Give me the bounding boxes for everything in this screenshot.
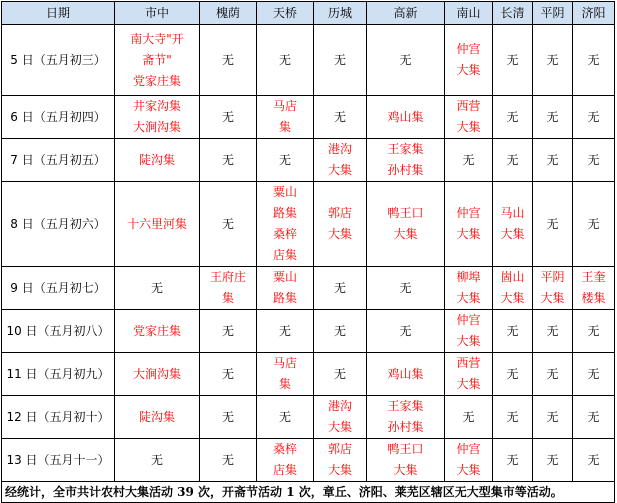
header-huaiyin: 槐荫 xyxy=(200,2,257,25)
market-cell xyxy=(573,310,615,353)
market-cell-text: 无 xyxy=(221,366,234,381)
table-body xyxy=(2,25,615,482)
market-cell-text: 无 xyxy=(587,323,600,338)
market-cell xyxy=(200,96,257,139)
market-cell-text: 无 xyxy=(462,152,475,167)
market-cell xyxy=(445,439,493,482)
market-cell xyxy=(493,182,533,267)
market-cell-text: 无 xyxy=(399,280,412,295)
market-cell xyxy=(493,353,533,396)
date-cell: 10 日（五月初八） xyxy=(2,310,115,353)
market-cell-text: 平阴 大集 xyxy=(540,270,565,305)
market-cell xyxy=(493,139,533,182)
market-cell-text: 党家庄集 xyxy=(132,323,181,338)
market-cell-text: 无 xyxy=(333,323,346,338)
market-cell xyxy=(367,25,445,96)
market-cell-text: 无 xyxy=(587,366,600,381)
header-date: 日期 xyxy=(2,2,115,25)
market-cell xyxy=(257,25,314,96)
market-cell xyxy=(200,396,257,439)
market-cell xyxy=(314,310,367,353)
market-cell-text: 港沟 大集 xyxy=(327,142,352,177)
market-cell-text: 无 xyxy=(462,409,475,424)
market-cell xyxy=(314,139,367,182)
market-cell xyxy=(257,310,314,353)
date-cell: 5 日（五月初三） xyxy=(2,25,115,96)
market-cell-text: 马店 集 xyxy=(272,99,297,134)
market-cell-text: 仲宫 大集 xyxy=(456,442,481,477)
market-cell-text: 无 xyxy=(278,52,291,67)
market-cell xyxy=(115,353,200,396)
header-jiyang: 济阳 xyxy=(573,2,615,25)
market-cell xyxy=(314,25,367,96)
market-cell xyxy=(533,96,573,139)
market-cell xyxy=(115,310,200,353)
market-cell xyxy=(573,96,615,139)
summary-note: 经统计，全市共计农村大集活动 39 次，开斋节活动 1 次，章丘、济阳、莱芜区辖区无大型集市等活动。 xyxy=(2,482,615,503)
market-cell-text: 无 xyxy=(333,280,346,295)
table-row xyxy=(2,353,615,396)
market-cell-text: 无 xyxy=(506,52,519,67)
market-cell-text: 仲宫 大集 xyxy=(456,206,481,241)
table-row xyxy=(2,310,615,353)
market-cell-text: 王府庄 集 xyxy=(209,270,246,305)
market-cell xyxy=(367,396,445,439)
market-cell xyxy=(115,396,200,439)
market-cell xyxy=(200,139,257,182)
market-cell-text: 仲宫 大集 xyxy=(456,313,481,348)
market-cell xyxy=(257,267,314,310)
market-cell xyxy=(493,396,533,439)
market-cell-text: 港沟 大集 xyxy=(327,399,352,434)
header-changqing: 长清 xyxy=(493,2,533,25)
market-cell-text: 西营 大集 xyxy=(456,99,481,134)
market-cell-text: 王家集 孙村集 xyxy=(387,142,424,177)
market-cell-text: 崮山 大集 xyxy=(500,270,525,305)
header-licheng: 历城 xyxy=(314,2,367,25)
market-cell xyxy=(257,439,314,482)
market-cell xyxy=(533,139,573,182)
market-cell xyxy=(445,25,493,96)
market-cell xyxy=(367,267,445,310)
market-cell-text: 马店 集 xyxy=(272,356,297,391)
date-cell: 8 日（五月初六） xyxy=(2,182,115,267)
market-cell-text: 郭店 大集 xyxy=(327,442,352,477)
market-cell-text: 无 xyxy=(221,216,234,231)
market-cell-text: 柳埠 大集 xyxy=(456,270,481,305)
market-cell xyxy=(257,396,314,439)
header-tianqiao: 天桥 xyxy=(257,2,314,25)
date-cell: 12 日（五月初十） xyxy=(2,396,115,439)
market-cell xyxy=(533,439,573,482)
market-cell xyxy=(445,396,493,439)
table-row xyxy=(2,439,615,482)
market-cell xyxy=(445,353,493,396)
market-cell xyxy=(533,353,573,396)
market-cell-text: 无 xyxy=(150,280,163,295)
market-cell xyxy=(257,139,314,182)
market-cell xyxy=(533,182,573,267)
market-cell-text: 鸭王口 大集 xyxy=(387,206,424,241)
market-cell-text: 无 xyxy=(506,452,519,467)
market-cell-text: 鸡山集 xyxy=(387,109,424,124)
market-cell xyxy=(367,96,445,139)
date-cell: 6 日（五月初四） xyxy=(2,96,115,139)
market-cell xyxy=(573,439,615,482)
market-cell-text: 桑梓 店集 xyxy=(272,442,297,477)
market-cell-text: 无 xyxy=(221,52,234,67)
market-cell-text: 陡沟集 xyxy=(138,409,175,424)
market-cell-text: 鸡山集 xyxy=(387,366,424,381)
market-cell xyxy=(445,310,493,353)
table-row xyxy=(2,267,615,310)
market-cell xyxy=(573,139,615,182)
market-cell xyxy=(573,267,615,310)
market-cell-text: 无 xyxy=(546,323,559,338)
market-cell xyxy=(367,310,445,353)
market-cell-text: 仲宫 大集 xyxy=(456,42,481,77)
table-row xyxy=(2,396,615,439)
market-cell xyxy=(533,267,573,310)
market-cell-text: 井家沟集 大涧沟集 xyxy=(132,99,181,134)
market-cell xyxy=(493,96,533,139)
market-cell xyxy=(573,353,615,396)
market-cell xyxy=(533,310,573,353)
market-cell xyxy=(573,182,615,267)
market-cell-text: 无 xyxy=(150,452,163,467)
market-cell-text: 无 xyxy=(221,109,234,124)
market-cell xyxy=(257,353,314,396)
table-row xyxy=(2,96,615,139)
market-cell-text: 马山 大集 xyxy=(500,206,525,241)
market-cell-text: 陡沟集 xyxy=(138,152,175,167)
header-row xyxy=(2,2,615,25)
market-cell xyxy=(115,182,200,267)
market-cell xyxy=(445,96,493,139)
market-cell xyxy=(115,267,200,310)
market-cell xyxy=(257,182,314,267)
market-cell xyxy=(115,25,200,96)
market-cell xyxy=(314,353,367,396)
market-cell-text: 大涧沟集 xyxy=(132,366,181,381)
market-cell-text: 无 xyxy=(399,323,412,338)
market-cell xyxy=(115,96,200,139)
market-cell xyxy=(533,25,573,96)
market-cell-text: 王奎 楼集 xyxy=(581,270,606,305)
market-cell-text: 无 xyxy=(506,323,519,338)
market-cell xyxy=(367,353,445,396)
market-cell xyxy=(115,139,200,182)
market-cell-text: 粟山 路集 xyxy=(272,270,297,305)
market-cell-text: 无 xyxy=(221,409,234,424)
header-pingyin: 平阴 xyxy=(533,2,573,25)
market-cell xyxy=(493,439,533,482)
market-cell xyxy=(493,310,533,353)
market-cell xyxy=(367,139,445,182)
market-cell-text: 无 xyxy=(506,409,519,424)
market-cell-text: 无 xyxy=(506,366,519,381)
market-cell-text: 粟山 路集 桑梓 店集 xyxy=(272,185,297,262)
market-schedule-table xyxy=(1,1,615,503)
market-cell-text: 西营 大集 xyxy=(456,356,481,391)
market-cell-text: 十六里河集 xyxy=(126,216,187,231)
market-cell-text: 无 xyxy=(546,452,559,467)
market-cell-text: 无 xyxy=(333,366,346,381)
market-cell-text: 无 xyxy=(221,452,234,467)
market-cell xyxy=(493,267,533,310)
header-nanshan: 南山 xyxy=(445,2,493,25)
market-cell xyxy=(200,353,257,396)
market-cell xyxy=(257,96,314,139)
market-cell xyxy=(314,439,367,482)
market-cell-text: 无 xyxy=(546,109,559,124)
market-cell xyxy=(314,267,367,310)
date-cell: 13 日（五月十一） xyxy=(2,439,115,482)
market-cell-text: 无 xyxy=(587,152,600,167)
market-cell-text: 无 xyxy=(221,152,234,167)
market-cell-text: 无 xyxy=(278,323,291,338)
market-cell-text: 王家集 孙村集 xyxy=(387,399,424,434)
table-row xyxy=(2,25,615,96)
market-cell xyxy=(200,25,257,96)
date-cell: 9 日（五月初七） xyxy=(2,267,115,310)
market-cell xyxy=(314,182,367,267)
market-cell-text: 无 xyxy=(333,52,346,67)
market-cell xyxy=(314,396,367,439)
date-cell: 11 日（五月初九） xyxy=(2,353,115,396)
market-cell xyxy=(367,439,445,482)
market-cell xyxy=(533,396,573,439)
market-cell xyxy=(200,439,257,482)
market-cell-text: 无 xyxy=(587,109,600,124)
market-cell-text: 无 xyxy=(278,409,291,424)
market-cell-text: 鸭王口 大集 xyxy=(387,442,424,477)
header-gaoxin: 高新 xyxy=(367,2,445,25)
market-cell xyxy=(115,439,200,482)
market-cell xyxy=(200,267,257,310)
market-cell xyxy=(493,25,533,96)
market-cell-text: 无 xyxy=(278,152,291,167)
market-cell-text: 无 xyxy=(221,323,234,338)
market-cell-text: 无 xyxy=(587,452,600,467)
market-cell xyxy=(573,396,615,439)
date-cell: 7 日（五月初五） xyxy=(2,139,115,182)
table-row xyxy=(2,182,615,267)
market-cell xyxy=(200,310,257,353)
market-cell-text: 郭店 大集 xyxy=(327,206,352,241)
market-cell xyxy=(314,96,367,139)
footer-row xyxy=(2,482,615,503)
market-cell-text: 无 xyxy=(506,109,519,124)
market-cell xyxy=(573,25,615,96)
market-cell-text: 无 xyxy=(587,216,600,231)
table-row xyxy=(2,139,615,182)
market-cell-text: 南大寺"开 斋节" 党家庄集 xyxy=(130,31,184,88)
market-cell-text: 无 xyxy=(546,366,559,381)
market-cell-text: 无 xyxy=(587,52,600,67)
market-cell xyxy=(445,139,493,182)
market-cell-text: 无 xyxy=(333,109,346,124)
market-cell-text: 无 xyxy=(546,216,559,231)
market-cell xyxy=(445,267,493,310)
market-cell xyxy=(200,182,257,267)
market-cell xyxy=(367,182,445,267)
market-cell-text: 无 xyxy=(546,52,559,67)
market-cell-text: 无 xyxy=(546,409,559,424)
market-cell-text: 无 xyxy=(587,409,600,424)
header-shizhong: 市中 xyxy=(115,2,200,25)
market-cell-text: 无 xyxy=(399,52,412,67)
market-cell xyxy=(445,182,493,267)
market-cell-text: 无 xyxy=(546,152,559,167)
market-cell-text: 无 xyxy=(506,152,519,167)
